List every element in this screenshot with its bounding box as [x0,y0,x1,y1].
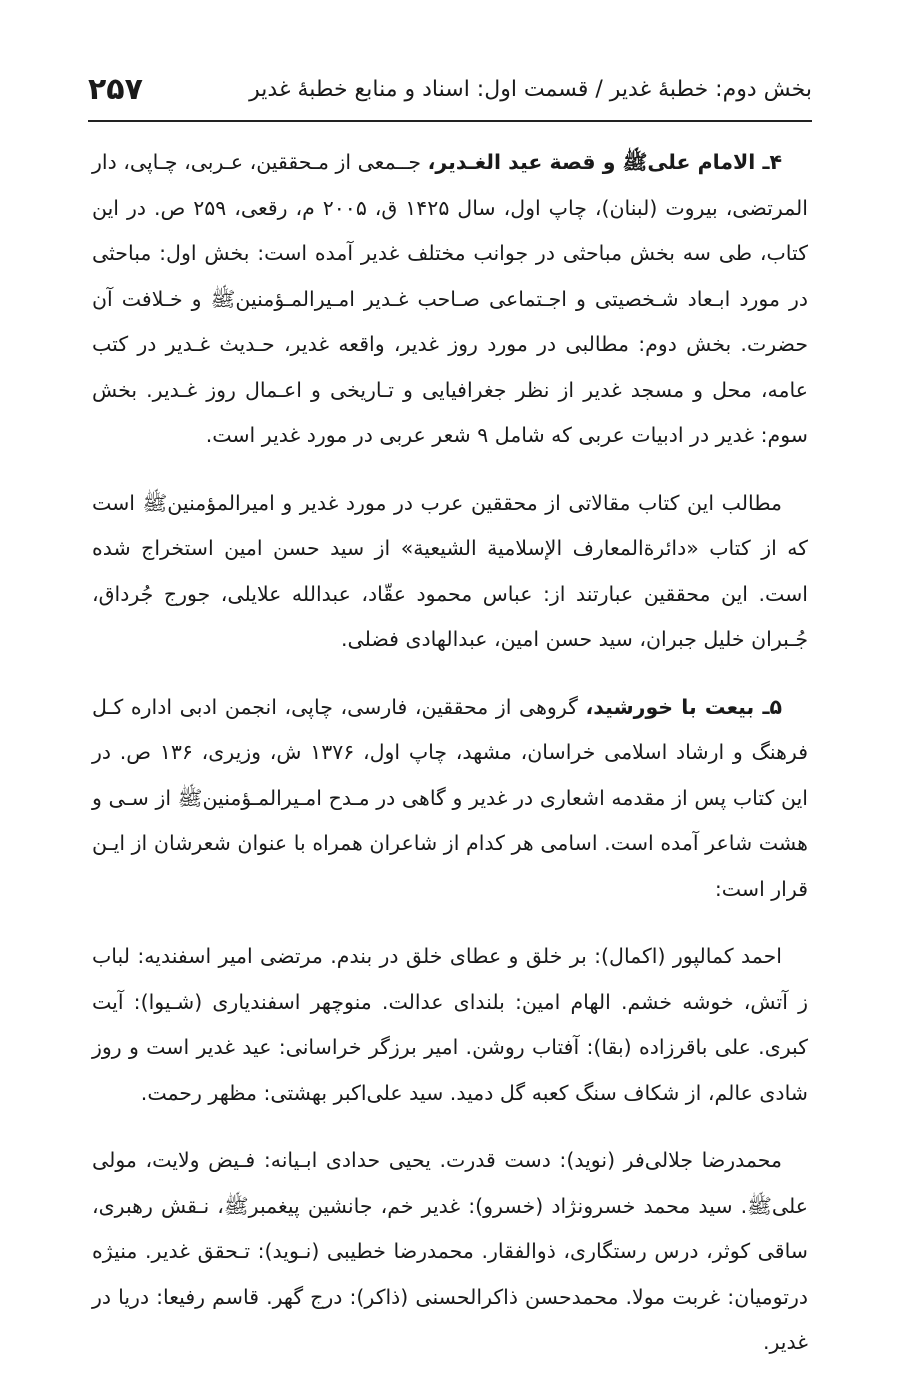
running-header-title: بخش دوم: خطبهٔ غدیر / قسمت اول: اسناد و منابع خطبهٔ غدیر [249,76,812,102]
running-header [88,64,812,114]
paragraph-lead: ۵ـ بیعت با خورشید، [585,694,782,719]
paragraph-poets-2 [92,1138,808,1366]
paragraph-poets-1 [92,934,808,1116]
paragraph-text: مطالب این کتاب مقالاتی از محققین عرب در مورد غدیر و امیرالمؤمنینﷺ است که از کتاب «دائرة‌المعارف الإسلامیة الشیعیة» از سید حسن امین استخراج شده است. این محققین عبارتند از: عباس محمود عقّاد، عبدالله علایلی، جورج جُرداق، جُـبران خلیل جبران، سید حسن امین، عبدالهادی فضلی. [92,490,808,651]
paragraph-text: محمدرضا جلالی‌فر (نوید): دست قدرت. یحیی حدادی ابـیانه: فـیض ولایت، مولی علیﷺ. سید محمد خسرونژاد (خسرو): غدیر خم، جانشین پیغمبرﷺ، نـقش رهبری، ساقی کوثر، درس رستگاری، ذوالفقار. محمدرضا خطیبی (نـوید): تـحقق غدیر. منیژه درتومیان: غربت مولا. محمدحسن ذاکرالحسنی (ذاکر): درج گهر. قاسم رفیعا: دریا در غدیر. [92,1148,808,1354]
paragraph-item-4 [92,140,808,459]
header-divider [88,120,812,122]
paragraph-text: جــمعی از مـحققین، عـربی، چـاپی، دار المرتضی، بیروت (لبنان)، چاپ اول، سال ۱۴۲۵ ق، ۲۰۰۵ م، رقعی، ۲۵۹ ص. در این کتاب، طی سه بخش مباحثی در جوانب مختلف غدیر آمده است: بخش اول: مباحثی در مورد ابـعاد شـخصیتی و اجـتماعی صـاحب غـدیر امـیرالمـؤمنینﷺ و خـلافت آن حضرت. بخش دوم: مطالبی در مورد روز غدیر، واقعه غدیر، حـدیث غـدیر در کتب عامه، محل و مسجد غدیر از نظر جغرافیایی و تـاریخی و اعـمال روز غـدیر. بخش سوم: غدیر در ادبیات عربی که شامل ۹ شعر عربی در مورد غدیر است. [92,150,808,447]
paragraph-item-4-authors [92,481,808,663]
page-body [92,140,808,1388]
paragraph-text: گروهی از محققین، فارسی، چاپی، انجمن ادبی اداره کـل فرهنگ و ارشاد اسلامی خراسان، مشهد، چاپ اول، ۱۳۷۶ ش، وزیری، ۱۳۶ ص. در این کتاب پس از مقدمه اشعاری در غدیر و گاهی در مـدح امـیرالمـؤمنینﷺ از سـی و هشت شاعر آمده است. اسامی هر کدام از شاعران همراه با عنوان شعرشان از ایـن قرار است: [92,694,808,901]
paragraph-lead: ۴ـ الامام علیﷺ و قصة عید الغـدیر، [427,150,782,174]
paragraph-text: احمد کمالپور (اکمال): بر خلق و عطای خلق در بندم. مرتضی امیر اسفندیه: لباب ز آتش، خوشه خشم. الهام امین: بلندای عدالت. منوچهر اسفندیاری (شـیوا): آیت کبری. علی باقرزاده (بقا): آفتاب روشن. امیر برزگر خراسانی: عید غدیر است و روز شادی عالم، از شکاف سنگ کعبه گل دمید. سید علی‌اکبر بهشتی: مظهر رحمت. [92,944,808,1105]
page-number: ۲۵۷ [88,71,143,107]
paragraph-item-5 [92,685,808,913]
